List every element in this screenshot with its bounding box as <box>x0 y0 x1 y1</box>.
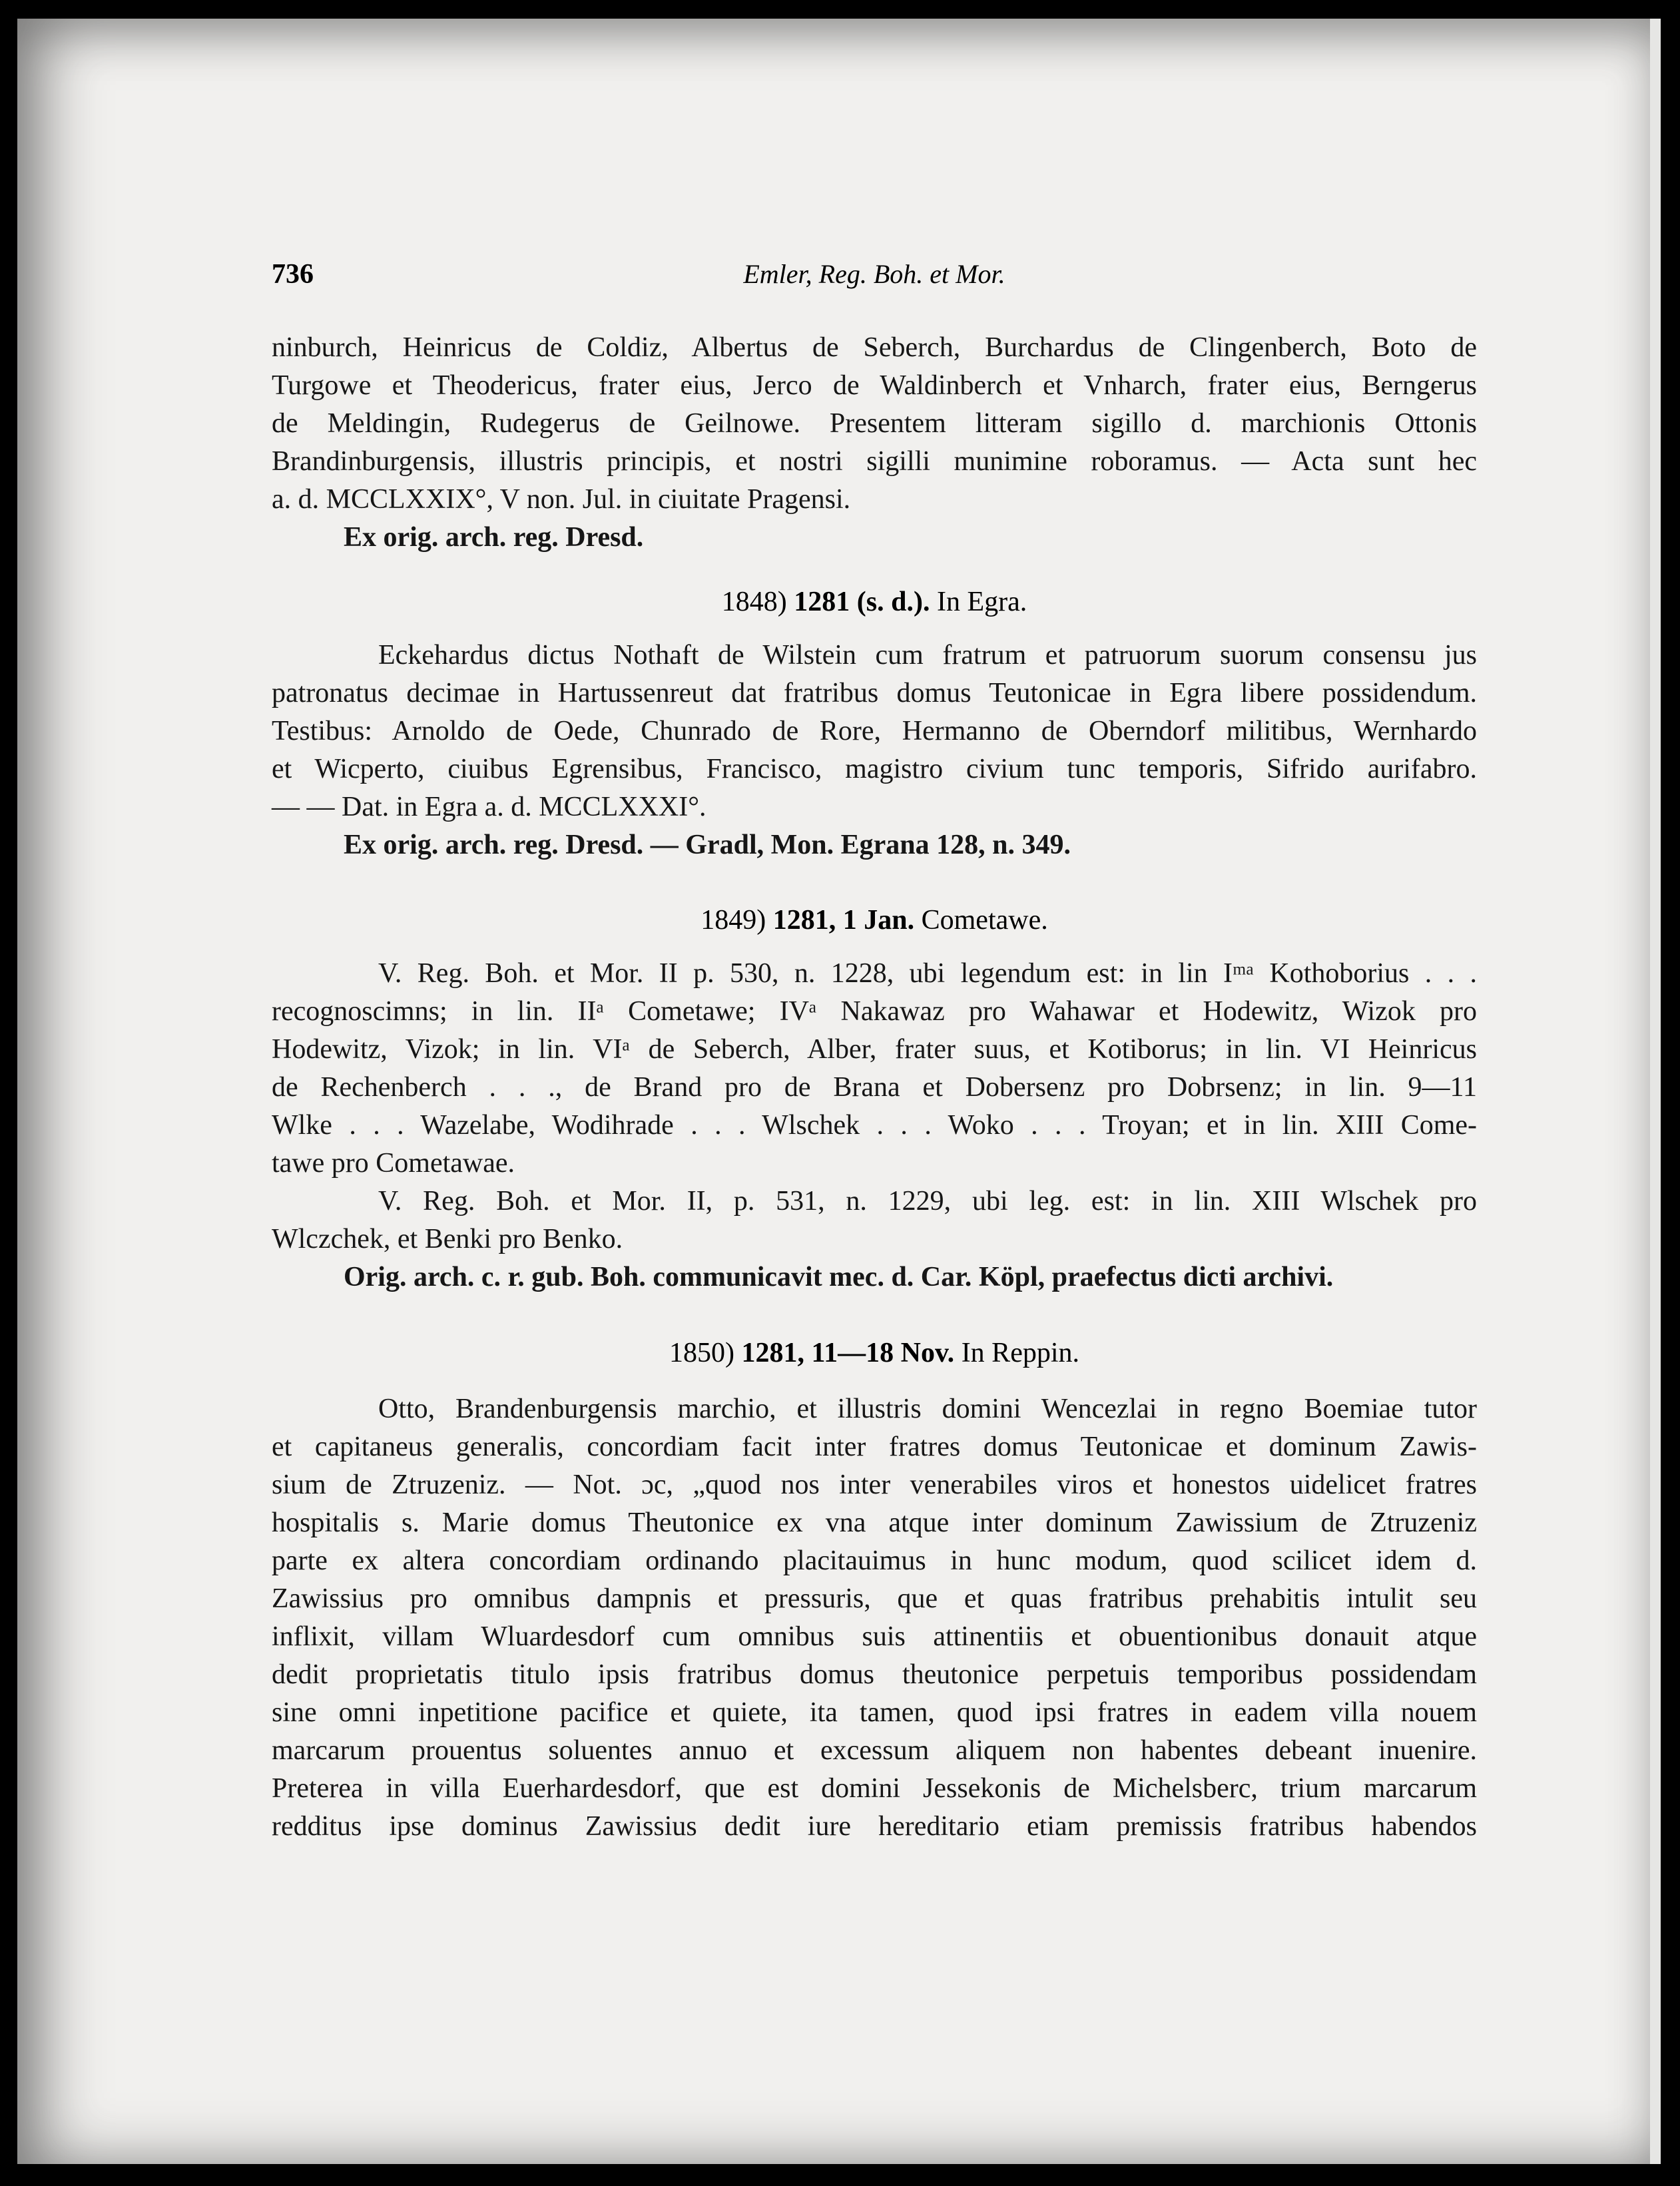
text-line: Wlke . . . Wazelabe, Wodihrade . . . Wlschek . . . Woko . . . Troyan; et in lin. XIII Come- <box>272 1110 1477 1141</box>
text-line: sium de Ztruzeniz. — Not. ɔc, „quod nos inter venerabiles viros et honestos uidelicet fratres <box>272 1470 1477 1500</box>
text-line: tawe pro Cometawae. <box>272 1148 515 1179</box>
text-line: de Rechenberch . . ., de Brand pro de Brana et Dobersenz pro Dobrsenz; in lin. 9—11 <box>272 1072 1477 1103</box>
text-line: V. Reg. Boh. et Mor. II, p. 531, n. 1229, ubi leg. est: in lin. XIII Wlschek pro <box>378 1186 1477 1217</box>
text-line: dedit proprietatis titulo ipsis fratribus domus theutonice perpetuis temporibus possidendam <box>272 1659 1477 1690</box>
entry-number: 1848) <box>721 587 787 617</box>
text-line: a. d. MCCLXXIX°, V non. Jul. in ciuitate Pragensi. <box>272 484 851 515</box>
text-line: Hodewitz, Vizok; in lin. VIᵃ de Seberch, Alber, frater suus, et Kotiborus; in lin. VI Heinricus <box>272 1034 1477 1065</box>
text-line: Testibus: Arnoldo de Oede, Chunrado de Rore, Hermanno de Oberndorf militibus, Wernhardo <box>272 716 1477 746</box>
text-line: redditus ipse dominus Zawissius dedit iure hereditario etiam premissis fratribus habendos <box>272 1811 1477 1842</box>
entry-heading-1848 <box>272 586 1477 618</box>
entry-date: 1281, 11—18 Nov. <box>741 1338 955 1368</box>
entry-place: In Egra. <box>936 587 1027 617</box>
text-line: hospitalis s. Marie domus Theutonice ex vna atque inter dominum Zawissium de Ztruzeniz <box>272 1507 1477 1538</box>
entry-date: 1281, 1 Jan. <box>772 905 915 936</box>
text-line: marcarum prouentus soluentes annuo et excessum aliquem non habentes debeant inuenire. <box>272 1735 1477 1766</box>
text-line: de Meldingin, Rudegerus de Geilnowe. Presentem litteram sigillo d. marchionis Ottonis <box>272 408 1477 439</box>
text-line: inflixit, villam Wluardesdorf cum omnibus suis attinentiis et obuentionibus donauit atque <box>272 1621 1477 1652</box>
text-line: patronatus decimae in Hartussenreut dat fratribus domus Teutonicae in Egra libere possidendum. <box>272 678 1477 708</box>
page-header <box>272 258 1477 298</box>
entry-heading-1849 <box>272 904 1477 936</box>
text-line: Otto, Brandenburgensis marchio, et illustris domini Wencezlai in regno Boemiae tutor <box>378 1394 1477 1424</box>
entry-body-1848 <box>272 637 1477 864</box>
text-line: V. Reg. Boh. et Mor. II p. 530, n. 1228, ubi legendum est: in lin Iᵐᵃ Kothoborius . . . <box>378 958 1477 989</box>
intro-paragraph <box>272 329 1477 557</box>
text-line: sine omni inpetitione pacifice et quiete, ita tamen, quod ipsi fratres in eadem villa nouem <box>272 1697 1477 1728</box>
text-line: Wlczchek, et Benki pro Benko. <box>272 1224 623 1254</box>
entry-place: In Reppin. <box>961 1338 1079 1368</box>
text-line: — — Dat. in Egra a. d. MCCLXXXI°. <box>272 792 706 822</box>
running-head: Emler, Reg. Boh. et Mor. <box>743 259 1005 289</box>
text-line: Brandinburgensis, illustris principis, et nostri sigilli munimine roboramus. — Acta sunt hec <box>272 446 1477 477</box>
text-line: parte ex altera concordiam ordinando placitauimus in hunc modum, quod scilicet idem d. <box>272 1545 1477 1576</box>
text-line: Eckehardus dictus Nothaft de Wilstein cum fratrum et patruorum suorum consensu jus <box>378 640 1477 671</box>
entry-number: 1850) <box>669 1338 734 1368</box>
entry-body-1850 <box>272 1390 1477 1846</box>
page-number: 736 <box>272 259 314 290</box>
source-note: Ex orig. arch. reg. Dresd. — Gradl, Mon. Egrana 128, n. 349. <box>344 830 1071 860</box>
text-line: Zawissius pro omnibus dampnis et pressuris, que et quas fratribus prehabitis intulit seu <box>272 1583 1477 1614</box>
text-line: ninburch, Heinricus de Coldiz, Albertus de Seberch, Burchardus de Clingenberch, Boto de <box>272 332 1477 363</box>
entry-date: 1281 (s. d.). <box>794 587 930 617</box>
entry-place: Cometawe. <box>921 905 1048 936</box>
source-note: Orig. arch. c. r. gub. Boh. communicavit mec. d. Car. Köpl, praefectus dicti archivi. <box>344 1262 1334 1292</box>
text-line: Turgowe et Theodericus, frater eius, Jerco de Waldinberch et Vnharch, frater eius, Berngerus <box>272 370 1477 401</box>
source-note: Ex orig. arch. reg. Dresd. <box>344 522 644 553</box>
entry-body-1849 <box>272 955 1477 1296</box>
adjacent-page-edge <box>1650 19 1661 2164</box>
text-line: et capitaneus generalis, concordiam facit inter fratres domus Teutonicae et dominum Zawis- <box>272 1432 1477 1462</box>
entry-number: 1849) <box>700 905 766 936</box>
text-line: Preterea in villa Euerhardesdorf, que est domini Jessekonis de Michelsberc, trium marcarum <box>272 1773 1477 1804</box>
entry-heading-1850 <box>272 1337 1477 1369</box>
text-line: recognoscimns; in lin. IIᵃ Cometawe; IVᵃ Nakawaz pro Wahawar et Hodewitz, Wizok pro <box>272 996 1477 1027</box>
text-line: et Wicperto, ciuibus Egrensibus, Francisco, magistro civium tunc temporis, Sifrido aurifabro. <box>272 754 1477 784</box>
